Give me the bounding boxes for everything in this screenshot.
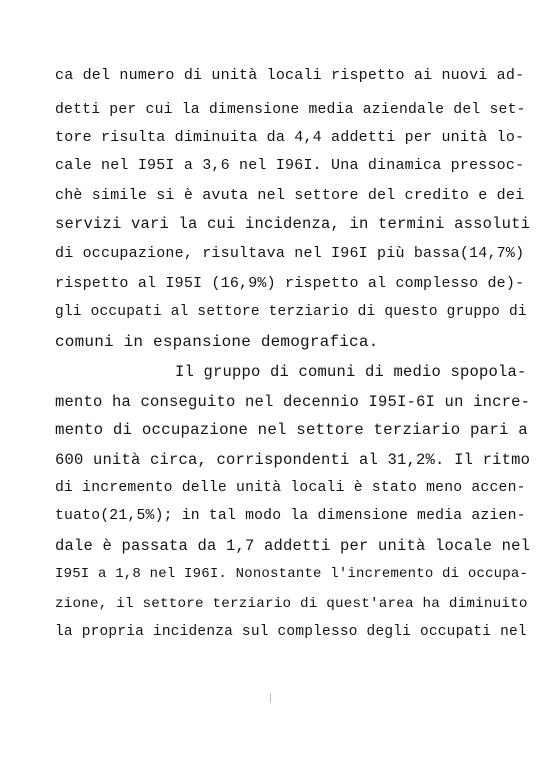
- text-line: rispetto al I95I (16,9%) rispetto al complesso de)-: [55, 275, 525, 292]
- text-line: zione, il settore terziario di quest'area ha diminuito: [55, 596, 528, 612]
- text-line: tore risulta diminuita da 4,4 addetti per unità lo-: [55, 129, 525, 146]
- text-line: comuni in espansione demografica.: [55, 333, 379, 351]
- text-line: detti per cui la dimensione media aziendale del set-: [55, 102, 526, 118]
- scan-mark: [270, 693, 271, 703]
- text-line: di occupazione, risultava nel I96I più bassa(14,7%): [55, 245, 525, 262]
- text-line: gli occupati al settore terziario di questo gruppo di: [55, 304, 527, 320]
- text-line: chè simile si è avuta nel settore del credito e dei: [55, 187, 525, 204]
- paragraph-start-line: Il gruppo di comuni di medio spopola-: [175, 363, 527, 381]
- text-line: dale è passata da 1,7 addetti per unità locale nel: [55, 537, 531, 555]
- text-line: I95I a 1,8 nel I96I. Nonostante l'incremento di occupa-: [55, 566, 529, 582]
- text-line: la propria incidenza sul complesso degli occupati nel: [55, 624, 527, 640]
- text-line: mento di occupazione nel settore terziario pari a: [55, 421, 528, 439]
- text-line: servizi vari la cui incidenza, in termini assoluti: [55, 215, 531, 233]
- text-line: di incremento delle unità locali è stato meno accen-: [55, 480, 526, 496]
- text-line: 600 unità circa, corrispondenti al 31,2%. Il ritmo: [55, 451, 531, 469]
- text-line: ca del numero di unità locali rispetto ai nuovi ad-: [55, 67, 525, 84]
- text-line: tuato(21,5%); in tal modo la dimensione media azien-: [55, 508, 526, 524]
- text-line: cale nel I95I a 3,6 nel I96I. Una dinamica pressoc-: [55, 157, 525, 174]
- text-line: mento ha conseguito nel decennio I95I-6I un incre-: [55, 393, 531, 411]
